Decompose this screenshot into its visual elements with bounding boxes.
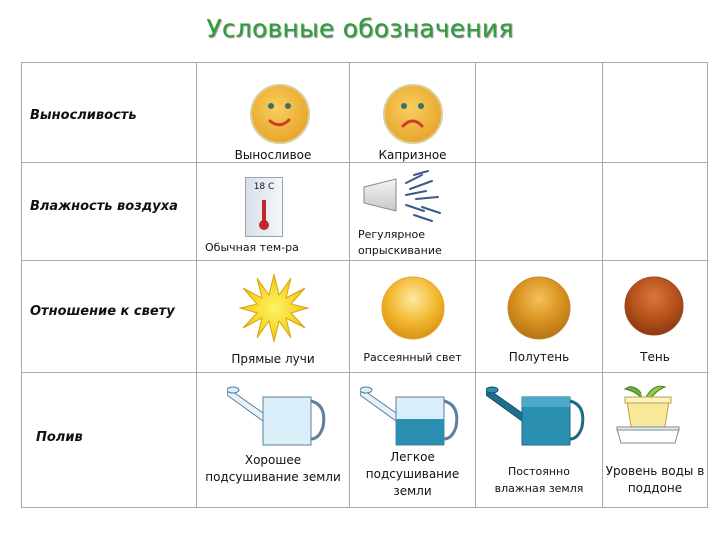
page-title: Условные обозначения	[206, 14, 514, 43]
cell-label-endurance	[22, 63, 197, 163]
sad-face-icon	[382, 83, 444, 145]
cell-capricious	[350, 63, 476, 163]
cell-label-watering	[22, 373, 197, 508]
caption-endurant: Выносливое	[234, 148, 312, 162]
cell-light-drying	[350, 373, 476, 508]
spray-icon	[362, 169, 466, 229]
cell-empty-4	[603, 163, 708, 261]
caption-half-shade: Полутень	[508, 350, 570, 364]
cell-constantly-moist	[476, 373, 603, 508]
cell-good-drying	[197, 373, 350, 508]
cell-shade	[603, 261, 708, 373]
half-shade-icon	[506, 275, 572, 341]
cell-normal-temp	[197, 163, 350, 261]
row-label-humidity: Влажность воздуха	[30, 199, 178, 214]
caption-tray-level: Уровень воды в поддоне	[605, 464, 705, 495]
row-watering	[22, 373, 708, 508]
caption-constantly-moist: Постоянно влажная земля	[494, 465, 584, 495]
caption-shade: Тень	[640, 350, 670, 364]
caption-light-drying: Легкое подсушивание земли	[365, 450, 460, 498]
row-endurance	[22, 63, 708, 163]
cell-empty-1	[476, 63, 603, 163]
caption-diffused: Рассеянный свет	[363, 351, 462, 364]
cell-half-shade	[476, 261, 603, 373]
caption-capricious: Капризное	[378, 148, 447, 162]
cell-label-light	[22, 261, 197, 373]
watering-can-half-icon	[360, 383, 460, 449]
cell-endurant	[197, 63, 350, 163]
cell-spraying	[350, 163, 476, 261]
row-label-watering: Полив	[36, 430, 83, 445]
caption-good-drying: Хорошее подсушивание земли	[205, 453, 341, 484]
cell-tray-level	[603, 373, 708, 508]
caption-direct-sun: Прямые лучи	[231, 352, 315, 366]
watering-can-full-icon	[486, 383, 586, 449]
watering-can-icon	[227, 383, 327, 449]
row-light	[22, 261, 708, 373]
cell-label-humidity	[22, 163, 197, 261]
cell-empty-3	[476, 163, 603, 261]
diffused-light-icon	[380, 275, 446, 341]
caption-spraying: Регулярное опрыскивание	[358, 228, 442, 257]
plant-pot-icon	[613, 381, 683, 447]
legend-table	[21, 62, 708, 508]
thermometer-text: 18 С	[253, 182, 275, 192]
cell-direct-sun	[197, 261, 350, 373]
thermometer-icon	[245, 177, 283, 237]
happy-face-icon	[249, 83, 311, 145]
row-label-light: Отношение к свету	[30, 304, 175, 319]
cell-diffused	[350, 261, 476, 373]
cell-empty-2	[603, 63, 708, 163]
caption-normal-temp: Обычная тем-ра	[205, 241, 299, 254]
shade-icon	[623, 275, 685, 337]
row-humidity	[22, 163, 708, 261]
row-label-endurance: Выносливость	[30, 108, 137, 123]
sun-icon	[239, 273, 309, 343]
